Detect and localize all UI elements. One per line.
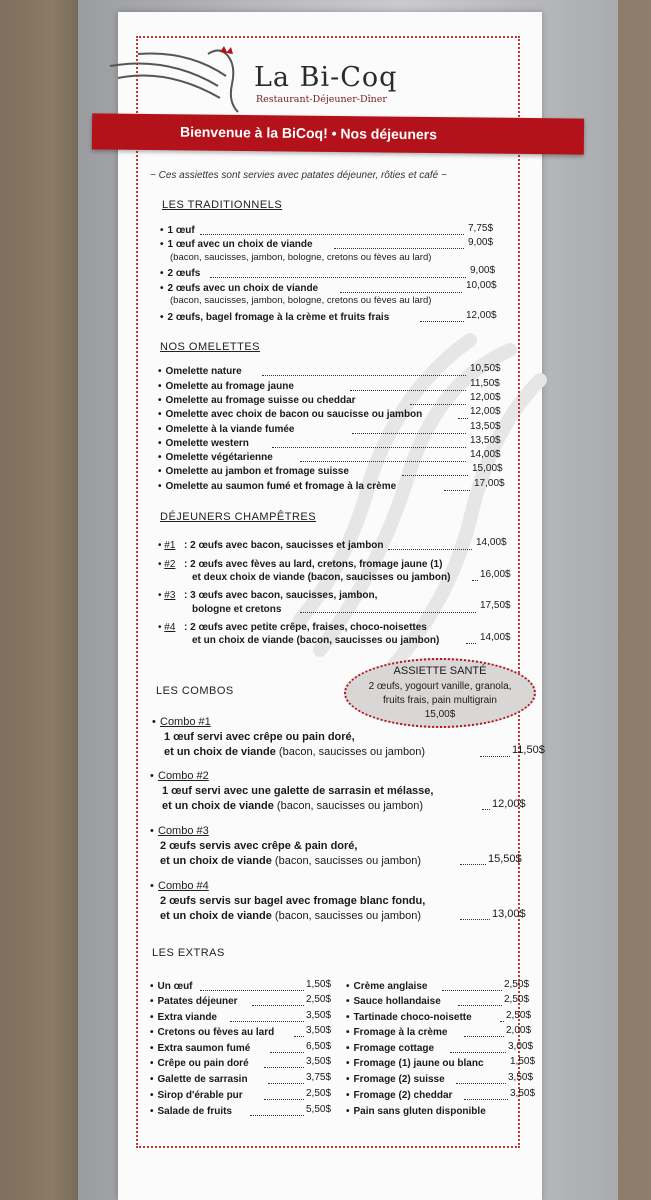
extra-price: 3,50$ — [306, 1010, 332, 1021]
assiette-sante-price: 15,00$ — [424, 709, 456, 720]
menu-item-price: 12,00$ — [470, 392, 501, 403]
leader-dots — [250, 1115, 304, 1116]
extra-price: 1,50$ — [510, 1056, 536, 1067]
leader-dots — [388, 549, 472, 550]
combo-line1: 2 œufs servis avec crêpe & pain doré, — [160, 840, 358, 852]
section-title-omelettes: NOS OMELETTES — [160, 341, 261, 353]
menu-item: • 2 œufs, bagel fromage à la crème et fruits frais — [160, 313, 389, 323]
menu-item-price: 14,00$ — [470, 449, 501, 460]
leader-dots — [458, 418, 468, 419]
champetre-number: • #4 — [158, 622, 176, 633]
menu-item-price: 14,00$ — [476, 537, 507, 548]
menu-item-line2: et deux choix de viande (bacon, saucisses ou jambon) — [192, 572, 451, 583]
menu-item-line2: et un choix de viande (bacon, saucisses ou jambon) — [192, 635, 440, 646]
menu-item-price: 12,00$ — [466, 310, 497, 321]
extra-item: • Tartinade choco-noisette — [346, 1013, 472, 1023]
extra-price: 2,50$ — [306, 1088, 332, 1099]
leader-dots — [410, 404, 466, 405]
champetre-number: • #3 — [158, 590, 176, 601]
champetre-number: • #1 — [158, 540, 176, 551]
menu-item: • Omelette végétarienne — [158, 453, 273, 463]
menu-item: • Omelette au saumon fumé et fromage à la crème — [158, 482, 396, 492]
leader-dots — [460, 919, 490, 920]
menu-item: • 2 œufs avec un choix de viande — [160, 284, 318, 294]
leader-dots — [402, 475, 468, 476]
leader-dots — [460, 864, 486, 865]
extra-price: 5,50$ — [306, 1104, 332, 1115]
extra-price: 3,75$ — [306, 1072, 332, 1083]
menu-item-detail: (bacon, saucisses, jambon, bologne, cretons ou fèves au lard) — [170, 295, 432, 306]
menu-item-price: 12,00$ — [470, 406, 501, 417]
extra-item: • Extra saumon fumé — [150, 1044, 250, 1054]
leader-dots — [268, 1083, 304, 1084]
combo-price: 15,50$ — [488, 853, 522, 865]
combo-line1: 2 œufs servis sur bagel avec fromage blanc fondu, — [160, 895, 426, 907]
extra-item: • Extra viande — [150, 1013, 217, 1023]
menu-item: : 2 œufs avec bacon, saucisses et jambon — [184, 540, 384, 551]
leader-dots — [200, 990, 304, 991]
menu-item: • Omelette avec choix de bacon ou saucisse ou jambon — [158, 410, 422, 420]
extra-price: 1,50$ — [306, 979, 332, 990]
leader-dots — [264, 1099, 304, 1100]
logo-title: La Bi-Coq — [254, 62, 398, 93]
menu-item: : 2 œufs avec fèves au lard, cretons, fromage jaune (1) — [184, 559, 443, 570]
menu-item-price: 13,50$ — [470, 421, 501, 432]
leader-dots — [272, 447, 466, 448]
menu-item: • 1 œuf — [160, 226, 195, 236]
menu-item-price: 10,00$ — [466, 280, 497, 291]
leader-dots — [230, 1021, 304, 1022]
menu-item: • 1 œuf avec un choix de viande — [160, 240, 313, 250]
extra-item: • Sauce hollandaise — [346, 997, 441, 1007]
menu-item: • Omelette au jambon et fromage suisse — [158, 467, 349, 477]
extra-item: • Pain sans gluten disponible — [346, 1107, 486, 1117]
combo-line2: et un choix de viande (bacon, saucisses ou jambon) — [160, 855, 422, 867]
leader-dots — [252, 1005, 304, 1006]
combo-line2: et un choix de viande (bacon, saucisses ou jambon) — [160, 910, 422, 922]
extra-price: 3,00$ — [508, 1041, 534, 1052]
combo-bullet: • — [152, 716, 156, 728]
extra-price: 2,50$ — [504, 979, 530, 990]
leader-dots — [350, 390, 466, 391]
menu-item-price: 15,00$ — [472, 463, 503, 474]
leader-dots — [456, 1083, 506, 1084]
extra-price: 2,50$ — [306, 994, 332, 1005]
menu-item: • Omelette au fromage jaune — [158, 382, 294, 392]
leader-dots — [334, 248, 464, 249]
extra-item: • Crêpe ou pain doré — [150, 1059, 249, 1069]
extra-item: • Fromage (2) cheddar — [346, 1091, 452, 1101]
served-with-note: ~ Ces assiettes sont servies avec patates déjeuner, rôties et café ~ — [150, 170, 447, 181]
leader-dots — [464, 1036, 504, 1037]
menu-item: : 2 œufs avec petite crêpe, fraises, choco-noisettes — [184, 622, 427, 633]
leader-dots — [442, 990, 502, 991]
menu-item: • 2 œufs — [160, 269, 200, 279]
combo-price: 11,50$ — [512, 744, 545, 756]
menu-item-line2: bologne et cretons — [192, 604, 282, 615]
extra-item: • Crème anglaise — [346, 982, 427, 992]
menu-item-price: 13,50$ — [470, 435, 501, 446]
extra-price: 2,00$ — [506, 1025, 532, 1036]
extra-price: 2,50$ — [506, 1010, 532, 1021]
menu-item-price: 17,50$ — [480, 600, 511, 611]
combo-label: Combo #3 — [158, 825, 209, 837]
section-title-champetres: DÉJEUNERS CHAMPÊTRES — [160, 511, 317, 523]
combo-line2: et un choix de viande (bacon, saucisses ou jambon) — [162, 800, 424, 812]
menu-item-price: 9,00$ — [470, 265, 496, 276]
menu-item: • Omelette western — [158, 439, 249, 449]
extra-item: • Galette de sarrasin — [150, 1075, 248, 1085]
extra-item: • Un œuf — [150, 982, 193, 992]
extra-price: 3,50$ — [508, 1072, 534, 1083]
leader-dots — [210, 277, 466, 278]
welcome-banner-text: Bienvenue à la BiCoq! • Nos déjeuners — [179, 123, 438, 143]
extra-price: 6,50$ — [306, 1041, 332, 1052]
combo-bullet: • — [150, 770, 154, 782]
leader-dots — [300, 461, 466, 462]
combo-label: Combo #1 — [160, 716, 211, 728]
menu-item: : 3 œufs avec bacon, saucisses, jambon, — [184, 590, 378, 601]
combo-bullet: • — [150, 880, 154, 892]
extra-price: 3,50$ — [510, 1088, 536, 1099]
extra-item: • Fromage à la crème — [346, 1028, 447, 1038]
leader-dots — [466, 643, 476, 644]
menu-item: • Omelette au fromage suisse ou cheddar — [158, 396, 356, 406]
assiette-sante-line1: 2 œufs, yogourt vanille, granola, — [368, 681, 512, 692]
assiette-sante-title: ASSIETTE SANTÉ — [393, 665, 487, 677]
extra-item: • Fromage (2) suisse — [346, 1075, 445, 1085]
menu-item-price: 9,00$ — [468, 237, 494, 248]
leader-dots — [500, 1021, 504, 1022]
combo-line1: 1 œuf servi avec une galette de sarrasin et mélasse, — [162, 785, 434, 797]
extra-price: 3,50$ — [306, 1025, 332, 1036]
extra-item: • Cretons ou fèves au lard — [150, 1028, 274, 1038]
combo-label: Combo #2 — [158, 770, 209, 782]
extra-item: • Fromage (1) jaune ou blanc — [346, 1059, 484, 1069]
leader-dots — [464, 1099, 508, 1100]
leader-dots — [300, 612, 476, 613]
combo-bullet: • — [150, 825, 154, 837]
menu-item-price: 17,00$ — [474, 478, 505, 489]
leader-dots — [420, 321, 464, 322]
section-title-traditionnels: LES TRADITIONNELS — [162, 199, 283, 211]
leader-dots — [472, 580, 478, 581]
leader-dots — [352, 433, 466, 434]
combo-line2: et un choix de viande (bacon, saucisses ou jambon) — [164, 746, 426, 758]
leader-dots — [480, 756, 510, 757]
menu-item: • Omelette à la viande fumée — [158, 425, 294, 435]
leader-dots — [450, 1052, 506, 1053]
leader-dots — [270, 1052, 304, 1053]
combo-price: 13,00$ — [492, 908, 526, 920]
leader-dots — [340, 292, 462, 293]
logo-subtitle: Restaurant-Déjeuner-Dîner — [256, 94, 387, 105]
leader-dots — [294, 1036, 304, 1037]
menu-item-price: 16,00$ — [480, 569, 511, 580]
menu-item-price: 7,75$ — [468, 223, 494, 234]
leader-dots — [264, 1067, 304, 1068]
leader-dots — [444, 490, 470, 491]
extra-item: • Fromage cottage — [346, 1044, 434, 1054]
combo-price: 12,00$ — [492, 798, 526, 810]
section-title-extras: LES EXTRAS — [152, 947, 225, 959]
extra-item: • Patates déjeuner — [150, 997, 238, 1007]
champetre-number: • #2 — [158, 559, 176, 570]
section-title-combos: LES COMBOS — [156, 685, 234, 697]
menu-item-detail: (bacon, saucisses, jambon, bologne, cretons ou fèves au lard) — [170, 252, 432, 263]
extra-item: • Sirop d'érable pur — [150, 1091, 243, 1101]
leader-dots — [200, 234, 464, 235]
menu-item-price: 10,50$ — [470, 363, 501, 374]
extra-item: • Salade de fruits — [150, 1107, 232, 1117]
combo-label: Combo #4 — [158, 880, 209, 892]
extra-price: 3,50$ — [306, 1056, 332, 1067]
combo-line1: 1 œuf servi avec crêpe ou pain doré, — [164, 731, 355, 743]
assiette-sante-line2: fruits frais, pain multigrain — [383, 695, 497, 706]
menu-item-price: 11,50$ — [470, 378, 500, 389]
leader-dots — [458, 1005, 502, 1006]
leader-dots — [482, 809, 490, 810]
leader-dots — [262, 375, 466, 376]
menu-item: • Omelette nature — [158, 367, 242, 377]
menu-item-price: 14,00$ — [480, 632, 511, 643]
extra-price: 2,50$ — [504, 994, 530, 1005]
